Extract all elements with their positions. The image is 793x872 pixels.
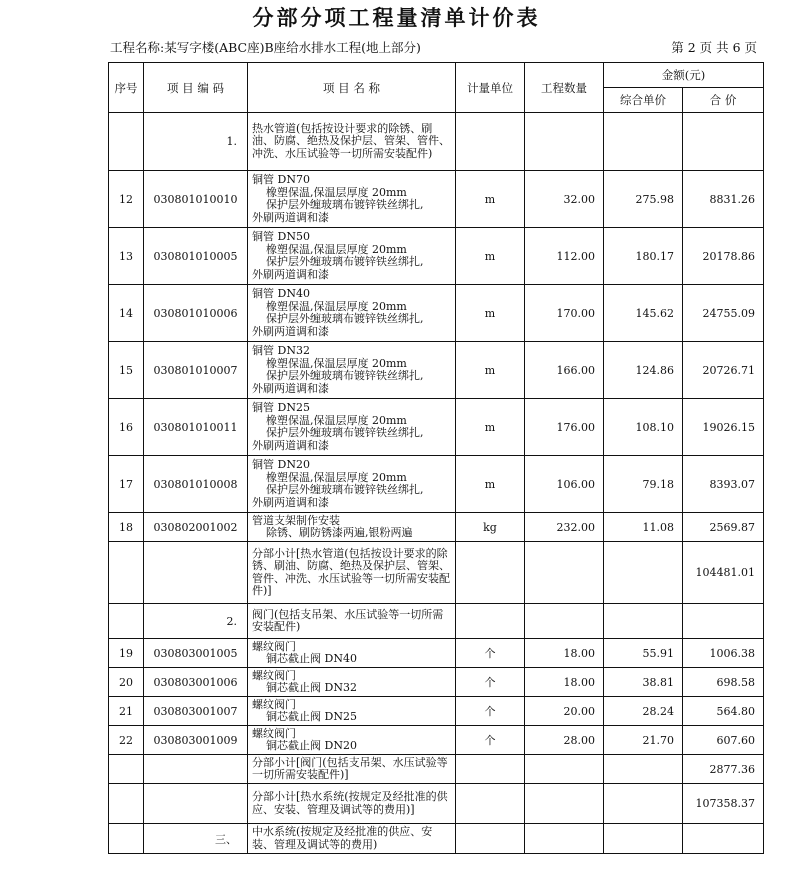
name-line: 螺纹阀门 — [252, 697, 296, 711]
name-cell — [248, 755, 456, 784]
seq-cell: 15 — [109, 342, 144, 399]
name-line: 橡塑保温,保温层厚度 20mm — [266, 185, 407, 199]
name-line: 螺纹阀门 — [252, 668, 296, 682]
total-cell: 20178.86 — [683, 228, 764, 285]
price-cell: 124.86 — [604, 342, 683, 399]
name-line: 橡塑保温,保温层厚度 20mm — [266, 242, 407, 256]
qty-cell: 28.00 — [525, 726, 604, 755]
name-cell — [248, 542, 456, 604]
code-cell: 030801010005 — [144, 228, 248, 285]
qty-cell: 32.00 — [525, 171, 604, 228]
header-total: 合 价 — [683, 88, 764, 113]
price-cell: 11.08 — [604, 513, 683, 542]
total-cell: 107358.37 — [683, 784, 764, 824]
unit-cell: 个 — [456, 726, 525, 755]
unit-cell — [456, 604, 525, 639]
unit-cell — [456, 542, 525, 604]
seq-cell — [109, 824, 144, 854]
total-cell: 1006.38 — [683, 639, 764, 668]
table-row — [109, 604, 764, 639]
name-cell — [248, 668, 456, 697]
unit-cell — [456, 113, 525, 171]
table-row — [109, 542, 764, 604]
total-cell: 24755.09 — [683, 285, 764, 342]
unit-cell: m — [456, 285, 525, 342]
unit-cell — [456, 755, 525, 784]
name-line: 保护层外缠玻璃布镀锌铁丝绑扎, — [266, 198, 424, 211]
name-line: 中水系统(按规定及经批准的供应、安装、管理及调试等的费用) — [252, 825, 433, 851]
name-line: 铜管 DN40 — [252, 287, 310, 300]
price-cell: 38.81 — [604, 668, 683, 697]
price-cell: 28.24 — [604, 697, 683, 726]
name-line: 螺纹阀门 — [252, 639, 296, 653]
total-cell: 2569.87 — [683, 513, 764, 542]
name-line: 外刷两道调和漆 — [252, 324, 329, 338]
total-cell: 607.60 — [683, 726, 764, 755]
name-cell — [248, 784, 456, 824]
table-row — [109, 784, 764, 824]
name-cell — [248, 824, 456, 854]
price-cell: 79.18 — [604, 456, 683, 513]
qty-cell — [525, 113, 604, 171]
seq-cell: 14 — [109, 285, 144, 342]
name-cell — [248, 399, 456, 456]
qty-cell — [525, 604, 604, 639]
table-row — [109, 456, 764, 513]
page-title: 分部分项工程量清单计价表 — [252, 5, 541, 30]
table-row — [109, 228, 764, 285]
name-line: 保护层外缠玻璃布镀锌铁丝绑扎, — [266, 426, 424, 439]
seq-cell — [109, 784, 144, 824]
project-name: 工程名称:某写字楼(ABC座)B座给水排水工程(地上部分) — [110, 40, 421, 55]
name-cell — [248, 285, 456, 342]
name-line: 外刷两道调和漆 — [252, 381, 329, 395]
qty-cell: 106.00 — [525, 456, 604, 513]
header-amount: 金额(元) — [604, 63, 764, 88]
total-cell: 20726.71 — [683, 342, 764, 399]
unit-cell: m — [456, 456, 525, 513]
total-cell: 104481.01 — [683, 542, 764, 604]
qty-cell: 166.00 — [525, 342, 604, 399]
seq-cell: 21 — [109, 697, 144, 726]
section-cell: 三、 — [144, 824, 248, 854]
qty-cell: 170.00 — [525, 285, 604, 342]
header-name: 项 目 名 称 — [248, 63, 456, 113]
qty-cell — [525, 542, 604, 604]
table-body — [109, 113, 764, 854]
seq-cell: 17 — [109, 456, 144, 513]
name-line: 铜芯截止阀 DN40 — [266, 652, 357, 665]
name-line: 螺纹阀门 — [252, 726, 296, 740]
qty-cell: 20.00 — [525, 697, 604, 726]
name-line: 外刷两道调和漆 — [252, 267, 329, 281]
total-cell: 698.58 — [683, 668, 764, 697]
table-row — [109, 697, 764, 726]
price-cell — [604, 113, 683, 171]
name-line: 外刷两道调和漆 — [252, 210, 329, 224]
header-code: 项 目 编 码 — [144, 63, 248, 113]
code-cell — [144, 755, 248, 784]
name-line: 橡塑保温,保温层厚度 20mm — [266, 413, 407, 427]
name-line: 保护层外缠玻璃布镀锌铁丝绑扎, — [266, 483, 424, 496]
seq-cell: 16 — [109, 399, 144, 456]
name-cell — [248, 604, 456, 639]
name-line: 铜芯截止阀 DN32 — [266, 681, 357, 694]
qty-cell: 232.00 — [525, 513, 604, 542]
name-line: 橡塑保温,保温层厚度 20mm — [266, 299, 407, 313]
code-cell — [144, 542, 248, 604]
name-line: 分部小计[热水管道(包括按设计要求的除锈、刷油、防腐、绝热及保护层、管架、管件、冲洗、水压试验等一切所需安装配件)] — [252, 546, 450, 597]
table-row — [109, 113, 764, 171]
unit-cell: m — [456, 399, 525, 456]
table-row — [109, 171, 764, 228]
price-cell: 180.17 — [604, 228, 683, 285]
header-seq: 序号 — [109, 63, 144, 113]
header-unit-price: 综合单价 — [604, 88, 683, 113]
seq-cell — [109, 542, 144, 604]
qty-cell — [525, 824, 604, 854]
name-line: 管道支架制作安装 — [252, 513, 340, 527]
name-line: 铜管 DN32 — [252, 344, 310, 357]
unit-cell: 个 — [456, 668, 525, 697]
price-cell — [604, 784, 683, 824]
name-line: 铜芯截止阀 DN20 — [266, 739, 357, 752]
price-cell: 21.70 — [604, 726, 683, 755]
qty-cell: 18.00 — [525, 639, 604, 668]
name-line: 外刷两道调和漆 — [252, 438, 329, 452]
unit-cell: 个 — [456, 697, 525, 726]
code-cell: 030803001007 — [144, 697, 248, 726]
name-line: 分部小计[热水系统(按规定及经批准的供应、安装、管理及调试等的费用)] — [252, 790, 448, 816]
table-row — [109, 639, 764, 668]
name-cell — [248, 228, 456, 285]
table-row — [109, 513, 764, 542]
name-line: 铜管 DN20 — [252, 458, 310, 471]
code-cell: 030801010006 — [144, 285, 248, 342]
page-number: 第 2 页 共 6 页 — [671, 40, 757, 55]
seq-cell: 22 — [109, 726, 144, 755]
qty-cell — [525, 755, 604, 784]
price-cell — [604, 755, 683, 784]
code-cell — [144, 784, 248, 824]
price-cell: 145.62 — [604, 285, 683, 342]
qty-cell — [525, 784, 604, 824]
name-line: 保护层外缠玻璃布镀锌铁丝绑扎, — [266, 255, 424, 268]
code-cell: 030803001006 — [144, 668, 248, 697]
total-cell: 19026.15 — [683, 399, 764, 456]
section-cell: 1. — [144, 113, 248, 171]
seq-cell: 20 — [109, 668, 144, 697]
name-cell — [248, 639, 456, 668]
code-cell: 030801010007 — [144, 342, 248, 399]
name-line: 铜管 DN70 — [252, 173, 310, 186]
name-cell — [248, 342, 456, 399]
total-cell — [683, 604, 764, 639]
table-row — [109, 285, 764, 342]
name-cell — [248, 697, 456, 726]
unit-cell: 个 — [456, 639, 525, 668]
unit-cell — [456, 824, 525, 854]
total-cell: 8831.26 — [683, 171, 764, 228]
seq-cell — [109, 755, 144, 784]
seq-cell: 12 — [109, 171, 144, 228]
pricing-table — [108, 62, 764, 854]
price-cell — [604, 542, 683, 604]
table-row — [109, 824, 764, 854]
name-cell — [248, 513, 456, 542]
name-line: 铜芯截止阀 DN25 — [266, 710, 357, 723]
qty-cell: 176.00 — [525, 399, 604, 456]
table-row — [109, 726, 764, 755]
qty-cell: 112.00 — [525, 228, 604, 285]
total-cell: 8393.07 — [683, 456, 764, 513]
price-cell: 108.10 — [604, 399, 683, 456]
table-row — [109, 668, 764, 697]
unit-cell: kg — [456, 513, 525, 542]
name-line: 阀门(包括支吊架、水压试验等一切所需安装配件) — [252, 607, 444, 633]
name-cell — [248, 456, 456, 513]
unit-cell: m — [456, 342, 525, 399]
table-row — [109, 755, 764, 784]
name-cell — [248, 171, 456, 228]
name-line: 橡塑保温,保温层厚度 20mm — [266, 470, 407, 484]
name-line: 除锈、刷防锈漆两遍,银粉两遍 — [266, 526, 413, 539]
name-cell — [248, 726, 456, 755]
unit-cell: m — [456, 228, 525, 285]
table-row — [109, 399, 764, 456]
code-cell: 030801010008 — [144, 456, 248, 513]
unit-cell: m — [456, 171, 525, 228]
name-line: 铜管 DN25 — [252, 401, 310, 414]
name-line: 保护层外缠玻璃布镀锌铁丝绑扎, — [266, 312, 424, 325]
seq-cell: 18 — [109, 513, 144, 542]
code-cell: 030801010011 — [144, 399, 248, 456]
header-qty: 工程数量 — [525, 63, 604, 113]
price-cell — [604, 824, 683, 854]
seq-cell: 19 — [109, 639, 144, 668]
total-cell: 2877.36 — [683, 755, 764, 784]
seq-cell — [109, 604, 144, 639]
table-row — [109, 342, 764, 399]
header-unit: 计量单位 — [456, 63, 525, 113]
name-line: 橡塑保温,保温层厚度 20mm — [266, 356, 407, 370]
name-cell — [248, 113, 456, 171]
total-cell — [683, 824, 764, 854]
name-line: 外刷两道调和漆 — [252, 495, 329, 509]
name-line: 分部小计[阀门(包括支吊架、水压试验等一切所需安装配件)] — [252, 755, 448, 781]
total-cell — [683, 113, 764, 171]
seq-cell: 13 — [109, 228, 144, 285]
price-cell — [604, 604, 683, 639]
price-cell: 275.98 — [604, 171, 683, 228]
qty-cell: 18.00 — [525, 668, 604, 697]
code-cell: 030803001005 — [144, 639, 248, 668]
code-cell: 030801010010 — [144, 171, 248, 228]
name-line: 保护层外缠玻璃布镀锌铁丝绑扎, — [266, 369, 424, 382]
total-cell: 564.80 — [683, 697, 764, 726]
name-line: 热水管道(包括按设计要求的除锈、刷油、防腐、绝热及保护层、管架、管件、冲洗、水压试验等一切所需安装配件) — [252, 121, 450, 160]
price-cell: 55.91 — [604, 639, 683, 668]
seq-cell — [109, 113, 144, 171]
name-line: 铜管 DN50 — [252, 230, 310, 243]
code-cell: 030802001002 — [144, 513, 248, 542]
code-cell: 030803001009 — [144, 726, 248, 755]
section-cell: 2. — [144, 604, 248, 639]
unit-cell — [456, 784, 525, 824]
